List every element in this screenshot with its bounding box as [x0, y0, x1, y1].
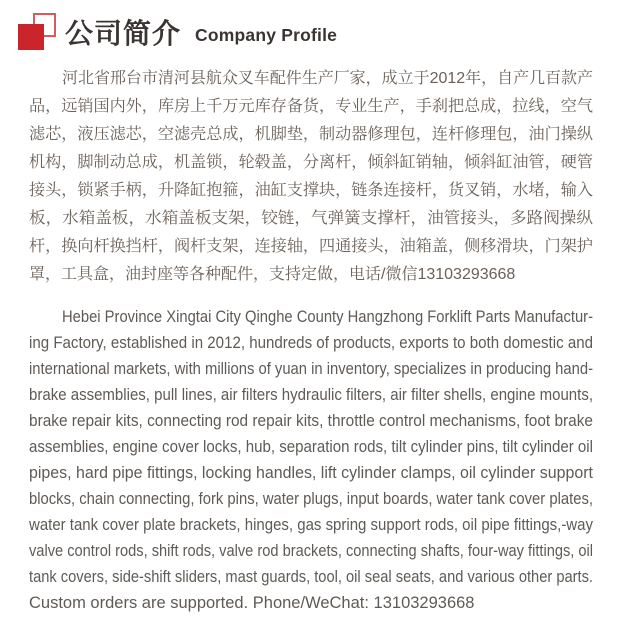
- text-line-content: brake repair kits, connecting rod repair kits, throttle control mechanisms, foot brake: [29, 412, 593, 430]
- text-line-content: assemblies, engine cover locks, hub, separation rods, tilt cylinder pins, tilt cylinder oil: [29, 438, 593, 456]
- text-line-content: water tank cover plate brackets, hinges, gas spring support rods, oil pipe fittings,-way: [29, 516, 593, 534]
- text-line-content: brake assemblies, pull lines, air filters hydraulic filters, air filter shells, engine mounts,: [29, 386, 594, 404]
- text-line: [29, 512, 593, 538]
- text-line: [29, 65, 593, 93]
- solid-square-shape: [18, 24, 44, 50]
- text-line: [29, 356, 593, 382]
- text-line-with-phone: [29, 590, 593, 616]
- text-line-content: Custom orders are supported. Phone/WeChat: 13103293668: [29, 594, 475, 612]
- text-line-content: international markets, with millions of yuan in inventory, specializes in producing hand-: [29, 360, 594, 378]
- text-line: [29, 177, 593, 205]
- text-line-content: 滤芯，液压滤芯，空滤壳总成，机脚垫，制动器修理包，连杆修理包，油门操纵: [29, 126, 593, 143]
- text-line-content: pipes, hard pipe fittings, locking handles, lift cylinder clamps, oil cylinder support: [29, 464, 593, 482]
- text-line-content: 杆，换向杆换挡杆，阀杆支架，连接轴，四通接头，油箱盖，侧移滑块，门架护: [29, 238, 593, 255]
- text-line-with-phone: [29, 261, 593, 289]
- text-line: [29, 330, 593, 356]
- text-line-content: blocks, chain connecting, fork pins, water plugs, input boards, water tank cover plates,: [29, 490, 593, 508]
- text-line-content: ing Factory, established in 2012, hundreds of products, exports to both domestic and: [29, 334, 593, 352]
- text-line-content: 品，远销国内外，库房上千万元库存备货，专业生产，手刹把总成，拉线，空气: [29, 98, 593, 115]
- text-line: [29, 434, 593, 460]
- text-line: [29, 149, 593, 177]
- text-line-content: Hebei Province Xingtai City Qinghe County Hangzhong Forklift Parts Manufactur-: [62, 308, 594, 326]
- section-title-english: Company Profile: [195, 25, 338, 45]
- text-line: [29, 460, 593, 486]
- text-line: [29, 408, 593, 434]
- text-line: [29, 233, 593, 261]
- text-line-content: 接头，锁紧手柄，升降缸抱箍，油缸支撑块，链条连接杆，货叉销，水堵，输入: [29, 182, 593, 199]
- text-line: [29, 205, 593, 233]
- text-line-content: 河北省邢台市清河县航众叉车配件生产厂家，成立于2012年，自产几百款产: [62, 70, 594, 87]
- company-profile-paragraph-english: [29, 304, 593, 616]
- company-profile-page: [0, 11, 623, 638]
- text-line-content: 机构，脚制动总成，机盖锁，轮毂盖，分离杆，倾斜缸销轴，倾斜缸油管，硬管: [29, 154, 593, 171]
- text-line: [29, 121, 593, 149]
- text-line-content: tank covers, side-shift sliders, mast guards, tool, oil seal seats, and various other parts.: [29, 568, 593, 586]
- text-line: [29, 93, 593, 121]
- text-line-content: 板，水箱盖板，水箱盖板支架，铰链，气弹簧支撑杆，油管接头，多路阀操纵: [29, 210, 593, 227]
- text-line: [29, 564, 593, 590]
- text-line: [29, 382, 593, 408]
- section-header: [18, 11, 623, 53]
- text-line-content: 罩，工具盒，油封座等各种配件，支持定做，电话/微信13103293668: [29, 266, 516, 283]
- text-line: [29, 486, 593, 512]
- text-line: [29, 538, 593, 564]
- text-line: [29, 304, 593, 330]
- overlapping-squares-icon: [18, 11, 58, 53]
- text-line-content: valve control rods, shift rods, valve rod brackets, connecting shafts, four-way fittings, oil: [29, 542, 594, 560]
- company-profile-paragraph-chinese: [29, 65, 593, 289]
- section-title-chinese: 公司简介: [65, 18, 182, 49]
